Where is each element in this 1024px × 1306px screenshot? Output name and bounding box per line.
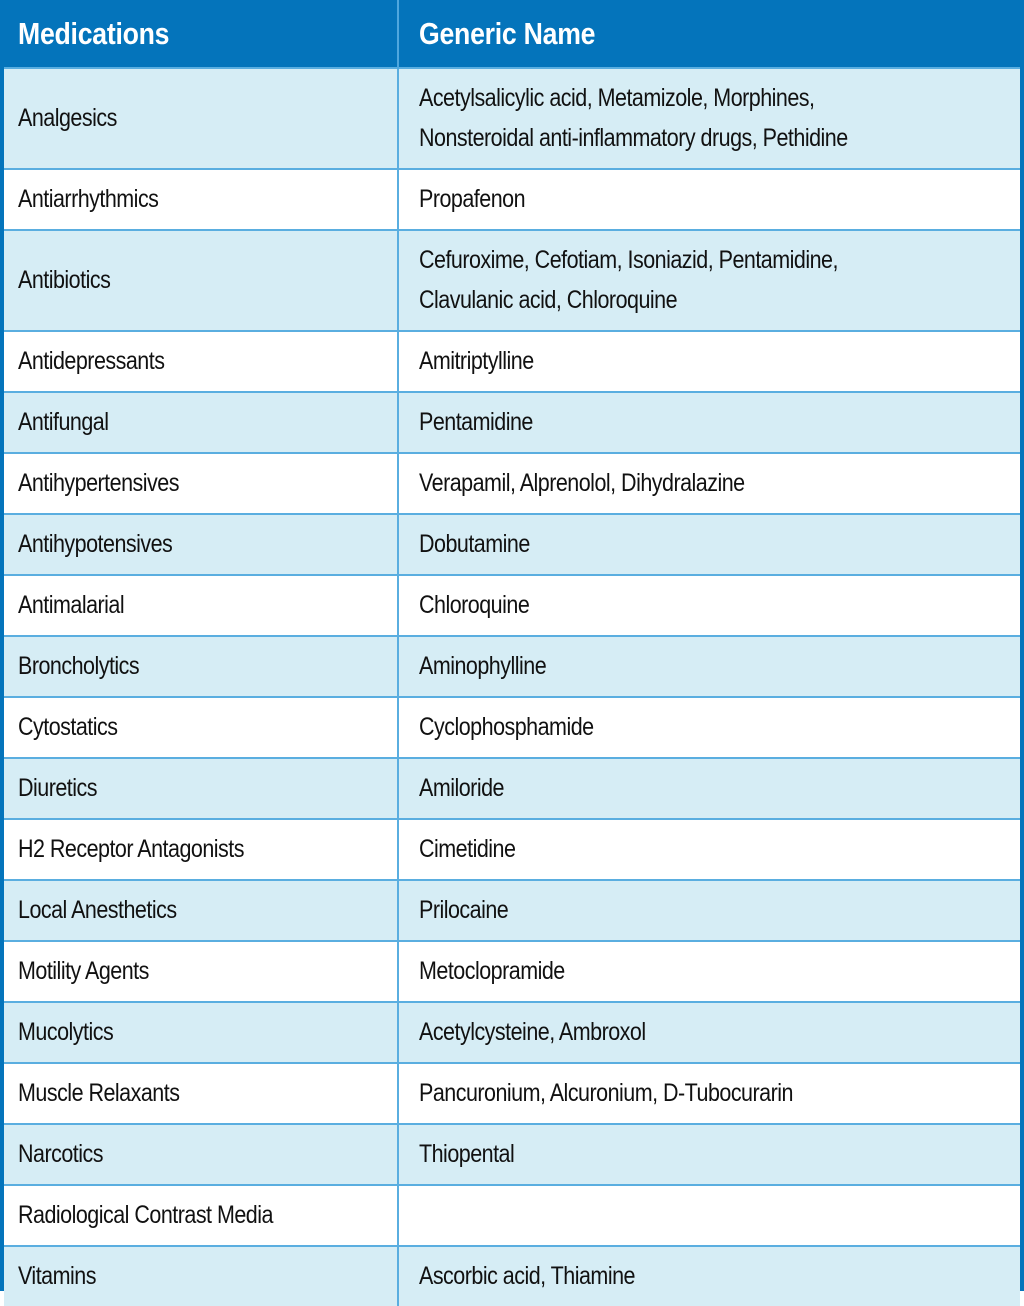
table-body xyxy=(4,68,1020,1306)
medication-cell: Antifungal xyxy=(4,392,398,453)
generic-name-cell: Metoclopramide xyxy=(398,941,1020,1002)
generic-name-cell: Cefuroxime, Cefotiam, Isoniazid, Pentamidine, Clavulanic acid, Chloroquine xyxy=(398,230,1020,331)
table-row xyxy=(4,697,1020,758)
medication-cell: Radiological Contrast Media xyxy=(4,1185,398,1246)
medication-cell: Motility Agents xyxy=(4,941,398,1002)
generic-name-cell: Propafenon xyxy=(398,169,1020,230)
medication-cell: Vitamins xyxy=(4,1246,398,1306)
medication-cell: Antihypertensives xyxy=(4,453,398,514)
generic-name-cell: Verapamil, Alprenolol, Dihydralazine xyxy=(398,453,1020,514)
table-row xyxy=(4,169,1020,230)
medication-cell: Antidepressants xyxy=(4,331,398,392)
column-header-generic-name: Generic Name xyxy=(398,0,1020,68)
table-row xyxy=(4,575,1020,636)
table-row xyxy=(4,1185,1020,1246)
table-row xyxy=(4,1124,1020,1185)
generic-name-cell xyxy=(398,1185,1020,1246)
medications-table xyxy=(4,0,1020,1306)
table-row xyxy=(4,331,1020,392)
table-row xyxy=(4,1002,1020,1063)
medication-cell: Local Anesthetics xyxy=(4,880,398,941)
generic-name-cell: Acetylcysteine, Ambroxol xyxy=(398,1002,1020,1063)
generic-name-cell: Prilocaine xyxy=(398,880,1020,941)
table-row xyxy=(4,880,1020,941)
medication-cell: Antiarrhythmics xyxy=(4,169,398,230)
generic-name-cell: Cyclophosphamide xyxy=(398,697,1020,758)
generic-name-cell: Pentamidine xyxy=(398,392,1020,453)
table-row xyxy=(4,1246,1020,1306)
table-row xyxy=(4,514,1020,575)
generic-name-cell: Cimetidine xyxy=(398,819,1020,880)
table-header-row xyxy=(4,0,1020,68)
medication-cell: H2 Receptor Antagonists xyxy=(4,819,398,880)
medication-cell: Diuretics xyxy=(4,758,398,819)
generic-name-cell: Aminophylline xyxy=(398,636,1020,697)
generic-name-cell: Chloroquine xyxy=(398,575,1020,636)
table-row xyxy=(4,941,1020,1002)
table-row xyxy=(4,453,1020,514)
generic-name-cell: Acetylsalicylic acid, Metamizole, Morphines, Nonsteroidal anti-inflammatory drugs, Pethidine xyxy=(398,68,1020,169)
table-row xyxy=(4,392,1020,453)
table-row xyxy=(4,758,1020,819)
generic-name-cell: Thiopental xyxy=(398,1124,1020,1185)
generic-name-cell: Amiloride xyxy=(398,758,1020,819)
medication-cell: Cytostatics xyxy=(4,697,398,758)
medication-cell: Antibiotics xyxy=(4,230,398,331)
medication-cell: Broncholytics xyxy=(4,636,398,697)
generic-name-cell: Ascorbic acid, Thiamine xyxy=(398,1246,1020,1306)
medication-cell: Mucolytics xyxy=(4,1002,398,1063)
medication-cell: Antihypotensives xyxy=(4,514,398,575)
table-row xyxy=(4,230,1020,331)
medication-cell: Muscle Relaxants xyxy=(4,1063,398,1124)
medication-cell: Narcotics xyxy=(4,1124,398,1185)
medication-cell: Analgesics xyxy=(4,68,398,169)
medication-cell: Antimalarial xyxy=(4,575,398,636)
column-header-medications: Medications xyxy=(4,0,398,68)
table-row xyxy=(4,819,1020,880)
generic-name-cell: Pancuronium, Alcuronium, D-Tubocurarin xyxy=(398,1063,1020,1124)
table-row xyxy=(4,1063,1020,1124)
table-row xyxy=(4,636,1020,697)
generic-name-cell: Dobutamine xyxy=(398,514,1020,575)
table-row xyxy=(4,68,1020,169)
generic-name-cell: Amitriptylline xyxy=(398,331,1020,392)
